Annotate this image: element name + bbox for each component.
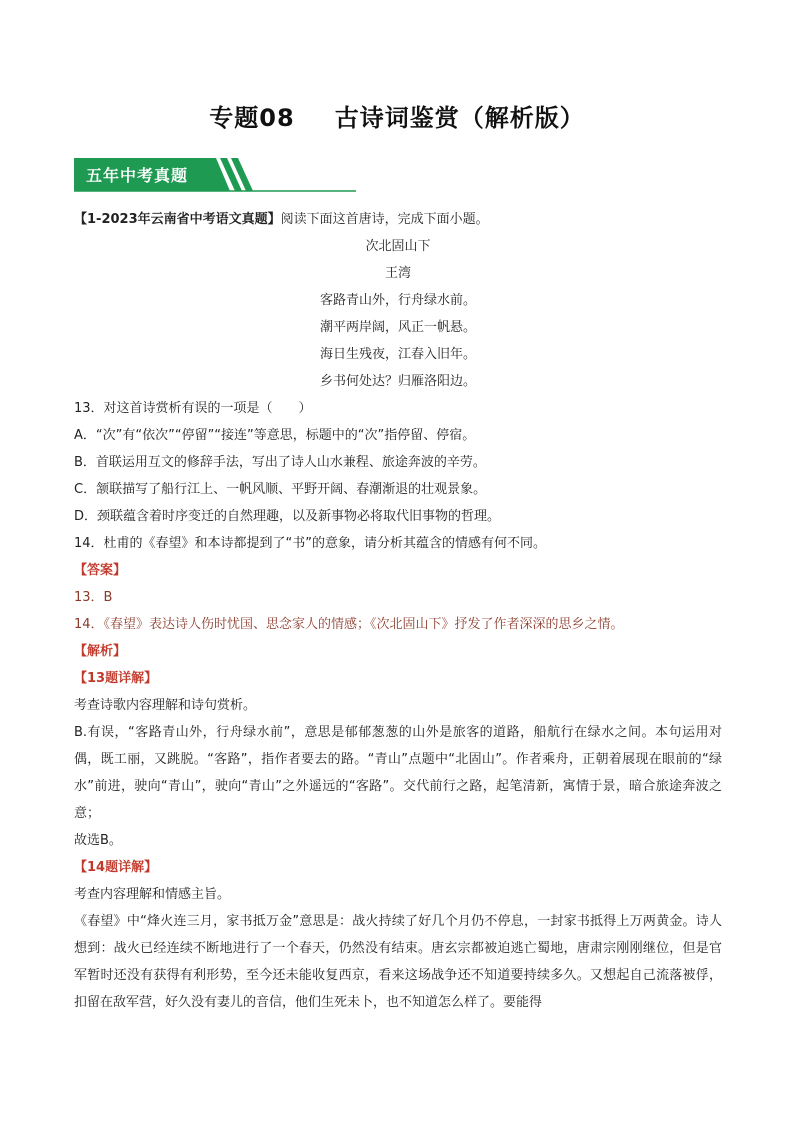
poem-author: 王湾: [384, 266, 411, 281]
question-14: 14．杜甫的《春望》和本诗都提到了“书”的意象，请分析其蕴含的情感有何不同。: [74, 536, 547, 551]
document-body: [74, 206, 722, 1016]
title-part2: 古诗词鉴赏（解析版）: [334, 104, 585, 132]
option-c: C．颔联描写了船行江上、一帆风顺、平野开阔、春潮渐退的壮观景象。: [74, 482, 487, 497]
question-13: 13．对这首诗赏析有误的一项是（ ）: [74, 401, 312, 416]
detail-13-topic: 考查诗歌内容理解和诗句赏析。: [74, 698, 257, 713]
question-source: 【1-2023年云南省中考语文真题】: [74, 212, 281, 227]
question-source-line: [74, 206, 722, 233]
question-intro: 阅读下面这首唐诗，完成下面小题。: [280, 212, 489, 227]
answer-13: 13．B: [74, 590, 113, 605]
detail-13-conclusion: 故选B。: [74, 833, 122, 848]
analysis-heading: 【解析】: [74, 644, 127, 659]
detail-14-heading: 【14题详解】: [74, 860, 158, 875]
detail-14-topic: 考查内容理解和情感主旨。: [74, 887, 231, 902]
section-banner: [74, 158, 356, 192]
detail-13-text: B.有误，“客路青山外，行舟绿水前”，意思是郁郁葱葱的山外是旅客的道路，船航行在绿水之间。本句运用对偶，既工丽，又跳脱。“客路”，指作者要去的路。“青山”点题中“北固山”。作者乘舟，正朝着展现在眼前的“绿水”前进，驶向“青山”，驶向“青山”之外遥远的“客路”。交代前行之路，起笔清新，寓情于景，暗合旅途奔波之意；: [74, 725, 722, 821]
poem-title: 次北固山下: [365, 239, 431, 254]
poem-line: 客路青山外，行舟绿水前。: [319, 293, 476, 308]
answer-heading: 【答案】: [74, 563, 127, 578]
banner-label: 五年中考真题: [86, 166, 189, 185]
detail-14-text: 《春望》中“烽火连三月，家书抵万金”意思是：战火持续了好几个月仍不停息，一封家书抵得上万两黄金。诗人想到：战火已经连续不断地进行了一个春天，仍然没有结束。唐玄宗都被迫逃亡蜀地，唐肃宗刚刚继位，但是官军暂时还没有获得有利形势，至今还未能收复西京，看来这场战争还不知道要持续多久。又想起自己流落被俘，扣留在敌军营，好久没有妻儿的音信，他们生死未卜，也不知道怎么样了。要能得: [74, 914, 722, 1010]
option-d: D．颈联蕴含着时序变迁的自然理趣，以及新事物必将取代旧事物的哲理。: [74, 509, 501, 524]
answer-14: 14．《春望》表达诗人伤时忧国、思念家人的情感；《次北固山下》抒发了作者深深的思乡之情。: [74, 617, 624, 632]
option-b: B．首联运用互文的修辞手法，写出了诗人山水兼程、旅途奔波的辛劳。: [74, 455, 486, 470]
page-title: [0, 98, 794, 133]
poem-line: 乡书何处达？归雁洛阳边。: [319, 374, 476, 389]
detail-13-heading: 【13题详解】: [74, 671, 158, 686]
poem-line: 海日生残夜，江春入旧年。: [319, 347, 476, 362]
poem-line: 潮平两岸阔，风正一帆悬。: [319, 320, 476, 335]
option-a: A．“次”有“依次”“停留”“接连”等意思，标题中的“次”指停留、停宿。: [74, 428, 476, 443]
title-part1: 专题08: [209, 104, 295, 132]
